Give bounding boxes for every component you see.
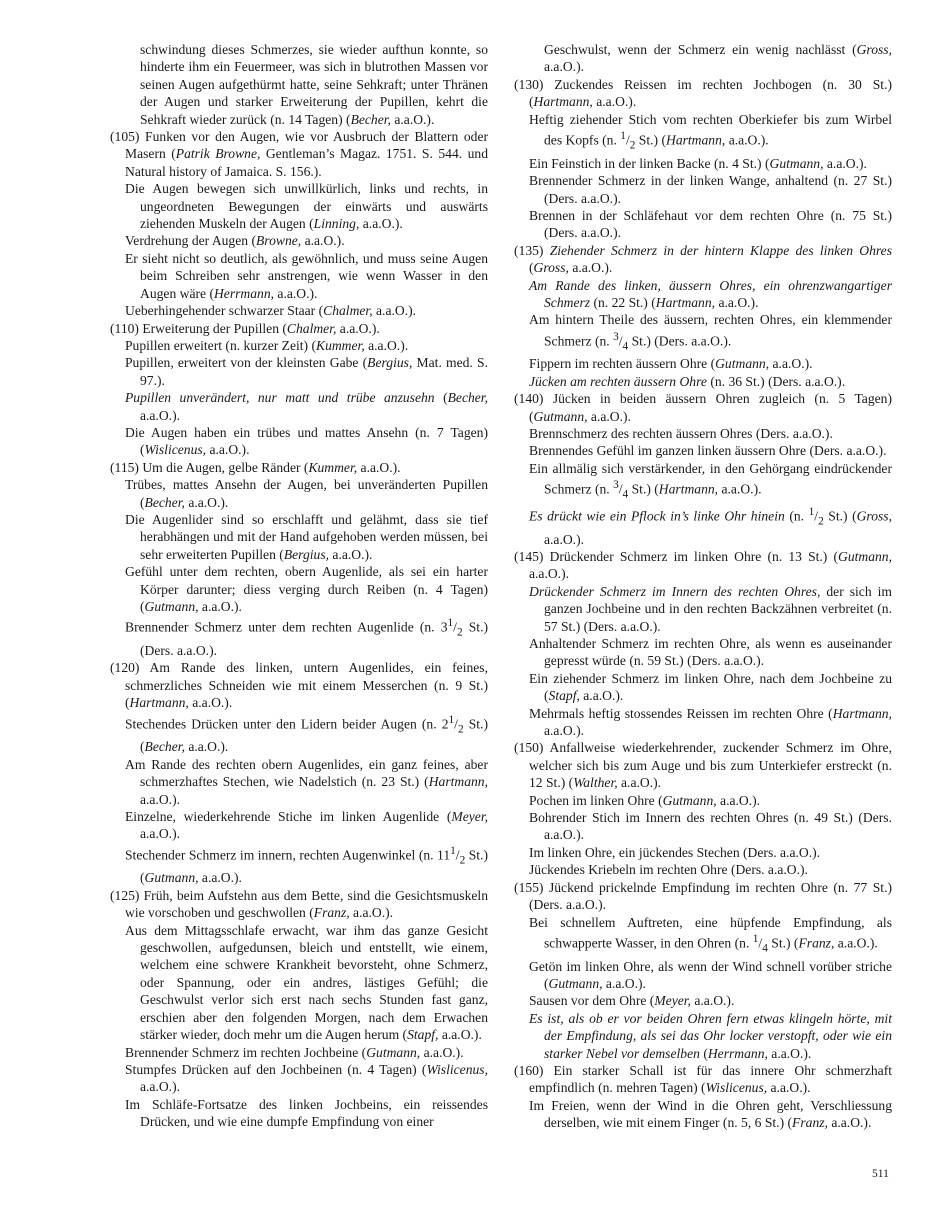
numbered-symptom-entry: (155) Jückend prickelnde Empfindung im rechten Ohre (n. 77 St.) (Ders. a.a.O.).: [514, 879, 892, 913]
numbered-symptom-entry: (125) Früh, beim Aufstehn aus dem Bette, sind die Gesichtsmuskeln wie vorschoben und geschwollen (Franz, a.a.O.).: [110, 887, 488, 921]
symptom-entry: Stechender Schmerz im innern, rechten Augenwinkel (n. $11^1/_2$ St.) (Gutmann, a.a.O.).: [125, 844, 488, 886]
numbered-symptom-entry: (145) Drückender Schmerz im linken Ohre (n. 13 St.) (Gutmann, a.a.O.).: [514, 548, 892, 582]
symptom-entry: Die Augenlider sind so erschlafft und gelähmt, dass sie tief herabhängen und mit der Hand aufgehoben werden müssen, bei sehr erweiterten Pupillen (Bergius, a.a.O.).: [125, 511, 488, 562]
symptom-entry: Ein ziehender Schmerz im linken Ohre, nach dem Jochbeine zu (Stapf, a.a.O.).: [529, 670, 892, 704]
numbered-symptom-entry: (120) Am Rande des linken, untern Augenlides, ein feines, schmerzliches Schneiden wie mit einem Messerchen (n. 9 St.) (Hartmann, a.a.O.).: [110, 660, 488, 711]
symptom-entry: Getön im linken Ohre, als wenn der Wind schnell vorüber striche (Gutmann, a.a.O.).: [529, 958, 892, 991]
symptom-entry: Es drückt wie ein Pflock in’s linke Ohr hinein (n. $^1/_2$ St.) (Gross, a.a.O.).: [529, 505, 892, 547]
symptom-entry: Er sieht nicht so deutlich, als gewöhnlich, und muss seine Augen beim Schreiben sehr anstrengen, wie wenn Wasser in den Augen wäre (Herrmann, a.a.O.).: [125, 250, 488, 301]
symptom-entry: Stumpfes Drücken auf den Jochbeinen (n. 4 Tagen) (Wislicenus, a.a.O.).: [125, 1061, 488, 1095]
symptom-entry: Im linken Ohre, ein jückendes Stechen (Ders. a.a.O.).: [529, 844, 821, 860]
left-column: [110, 41, 488, 1131]
symptom-entry: Ein Feinstich in der linken Backe (n. 4 St.) (Gutmann, a.a.O.).: [529, 155, 867, 171]
symptom-entry: Brennschmerz des rechten äussern Ohres (Ders. a.a.O.).: [529, 426, 833, 442]
symptom-entry: Brennen in der Schläfehaut vor dem rechten Ohre (n. 75 St.) (Ders. a.a.O.).: [529, 207, 892, 241]
symptom-entry: Drückender Schmerz im Innern des rechten Ohres, der sich im ganzen Jochbeine und in den rechten Backzähnen verbreitet (n. 57 St.) (Ders. a.a.O.).: [529, 583, 892, 634]
symptom-entry: Die Augen bewegen sich unwillkürlich, links und rechts, in ungeordneten Bewegungen der einwärts und auswärts ziehenden Muskeln der Augen (Linning, a.a.O.).: [125, 181, 488, 232]
symptom-entry: Brennender Schmerz in der linken Wange, anhaltend (n. 27 St.) (Ders. a.a.O.).: [529, 173, 892, 206]
symptom-entry: Pupillen unverändert, nur matt und trübe anzusehn (Becher, a.a.O.).: [125, 390, 488, 423]
symptom-entry: Am Rande des rechten obern Augenlides, ein ganz feines, aber schmerzhaftes Stechen, wie Nadelstich (n. 23 St.) (Hartmann, a.a.O.).: [125, 756, 488, 807]
continued-text: Geschwulst, wenn der Schmerz ein wenig nachlässt (Gross, a.a.O.).: [544, 42, 892, 75]
numbered-symptom-entry: (105) Funken vor den Augen, wie vor Ausbruch der Blattern oder Masern (Patrik Browne, Gentleman’s Magaz. 1751. S. 544. und Natural history of Jamaica. S. 156.).: [110, 129, 488, 179]
numbered-symptom-entry: (135) Ziehender Schmerz in der hintern Klappe des linken Ohres (Gross, a.a.O.).: [514, 242, 893, 276]
symptom-entry: Pupillen erweitert (n. kurzer Zeit) (Kummer, a.a.O.).: [125, 337, 409, 353]
symptom-entry: Am Rande des linken, äussern Ohres, ein ohrenzwangartiger Schmerz (n. 22 St.) (Hartmann, a.a.O.).: [529, 277, 892, 310]
symptom-entry: Die Augen haben ein trübes und mattes Ansehn (n. 7 Tagen) (Wislicenus, a.a.O.).: [125, 424, 488, 458]
symptom-entry: Ein allmälig sich verstärkender, in den Gehörgang eindrückender Schmerz (n. $^3/_4$ St.) (Hartmann, a.a.O.).: [529, 460, 892, 501]
symptom-entry: Brennendes Gefühl im ganzen linken äussern Ohre (Ders. a.a.O.).: [529, 443, 887, 459]
symptom-entry: Aus dem Mittagsschlafe erwacht, war ihm das ganze Gesicht geschwollen, aufgedunsen, bleich und entstellt, wie einem, welchem eine schwere Krankheit bevorsteht, ohne Schmerz, oder Spannung, oder ein andres, lästiges Gefühl; die Geschwulst verlor sich erst nach sechs Stunden fast ganz, erschien aber den folgenden Morgen, nach dem Erwachen stärker wieder, doch mehr um die Augen herum (Stapf, a.a.O.).: [125, 922, 488, 1043]
symptom-entry: Einzelne, wiederkehrende Stiche im linken Augenlide (Meyer, a.a.O.).: [125, 808, 488, 842]
page-number: 511: [872, 1168, 889, 1180]
symptom-entry: Pupillen, erweitert von der kleinsten Gabe (Bergius, Mat. med. S. 97.).: [125, 355, 488, 388]
symptom-entry: Am hintern Theile des äussern, rechten Ohres, ein klemmender Schmerz (n. $^3/_4$ St.) (Ders. a.a.O.).: [529, 312, 892, 352]
symptom-entry: Anhaltender Schmerz im rechten Ohre, als wenn es auseinander gepresst würde (n. 59 St.) (Ders. a.a.O.).: [529, 636, 892, 669]
symptom-entry: Stechendes Drücken unter den Lidern beider Augen (n. $2^1/_2$ St.) (Becher, a.a.O.).: [125, 713, 488, 755]
symptom-entry: Im Freien, wenn der Wind in die Ohren geht, Verschliessung derselben, wie mit einem Finger (n. 5, 6 St.) (Franz, a.a.O.).: [529, 1097, 892, 1131]
symptom-entry: Jücken am rechten äussern Ohre (n. 36 St.) (Ders. a.a.O.).: [529, 373, 846, 389]
symptom-entry: Heftig ziehender Stich vom rechten Oberkiefer bis zum Wirbel des Kopfs (n. $^1/_2$ St.) (Hartmann, a.a.O.).: [529, 111, 892, 152]
symptom-entry: Brennender Schmerz im rechten Jochbeine (Gutmann, a.a.O.).: [125, 1044, 464, 1060]
numbered-symptom-entry: (130) Zuckendes Reissen im rechten Jochbogen (n. 30 St.) (Hartmann, a.a.O.).: [514, 76, 892, 110]
symptom-entry: Gefühl unter dem rechten, obern Augenlide, als sei ein harter Körper darunter; diess verging durch Reiben (n. 4 Tagen) (Gutmann, a.a.O.).: [125, 564, 488, 614]
symptom-entry: Jückendes Kriebeln im rechten Ohre (Ders. a.a.O.).: [529, 862, 808, 878]
symptom-entry: Mehrmals heftig stossendes Reissen im rechten Ohre (Hartmann, a.a.O.).: [529, 705, 892, 739]
symptom-entry: Im Schläfe-Fortsatze des linken Jochbeins, ein reissendes Drücken, und wie eine dumpfe Empfindung von einer: [125, 1096, 488, 1130]
numbered-symptom-entry: (160) Ein starker Schall ist für das innere Ohr schmerzhaft empfindlich (n. mehren Tagen) (Wislicenus, a.a.O.).: [514, 1063, 892, 1096]
symptom-entry: Verdrehung der Augen (Browne, a.a.O.).: [125, 233, 345, 249]
symptom-entry: Bei schnellem Auftreten, eine hüpfende Empfindung, als schwapperte Wasser, in den Ohren (n. $^1/_4$ St.) (Franz, a.a.O.).: [529, 914, 892, 955]
symptom-entry: Trübes, mattes Ansehn der Augen, bei unveränderten Pupillen (Becher, a.a.O.).: [125, 477, 488, 510]
continued-text: schwindung dieses Schmerzes, sie wieder aufthun konnte, so hinderte ihm ein Feuermeer, was sich in blutrothen Massen vor seinen Augen aufgethürmt hatte, seine Sehkraft; unter Thränen der Augen und starker Erweiterung der Pupillen, kehrt die Sehkraft wieder zurück (n. 14 Tagen) (Becher, a.a.O.).: [140, 42, 488, 127]
numbered-symptom-entry: (150) Anfallweise wiederkehrender, zuckender Schmerz im Ohre, welcher sich bis zum Auge und bis zum Unterkiefer erstreckt (n. 12 St.) (Walther, a.a.O.).: [514, 740, 892, 791]
numbered-symptom-entry: (115) Um die Augen, gelbe Ränder (Kummer, a.a.O.).: [110, 459, 401, 475]
symptom-entry: Bohrender Stich im Innern des rechten Ohres (n. 49 St.) (Ders. a.a.O.).: [529, 810, 892, 843]
symptom-entry: Es ist, als ob er vor beiden Ohren fern etwas klingeln hörte, mit der Empfindung, als sei das Ohr locker verstopft, oder wie ein starker Nebel vor demselben (Herrmann, a.a.O.).: [529, 1010, 892, 1061]
symptom-entry: Fippern im rechten äussern Ohre (Gutmann, a.a.O.).: [529, 356, 813, 372]
symptom-entry: Sausen vor dem Ohre (Meyer, a.a.O.).: [529, 993, 735, 1009]
symptom-entry: Brennender Schmerz unter dem rechten Augenlide (n. $3^1/_2$ St.) (Ders. a.a.O.).: [125, 617, 489, 659]
numbered-symptom-entry: (140) Jücken in beiden äussern Ohren zugleich (n. 5 Tagen) (Gutmann, a.a.O.).: [514, 391, 892, 424]
numbered-symptom-entry: (110) Erweiterung der Pupillen (Chalmer, a.a.O.).: [110, 320, 380, 336]
symptom-entry: Pochen im linken Ohre (Gutmann, a.a.O.).: [529, 792, 761, 808]
symptom-entry: Ueberhingehender schwarzer Staar (Chalmer, a.a.O.).: [125, 303, 417, 319]
right-column: [514, 41, 892, 1132]
